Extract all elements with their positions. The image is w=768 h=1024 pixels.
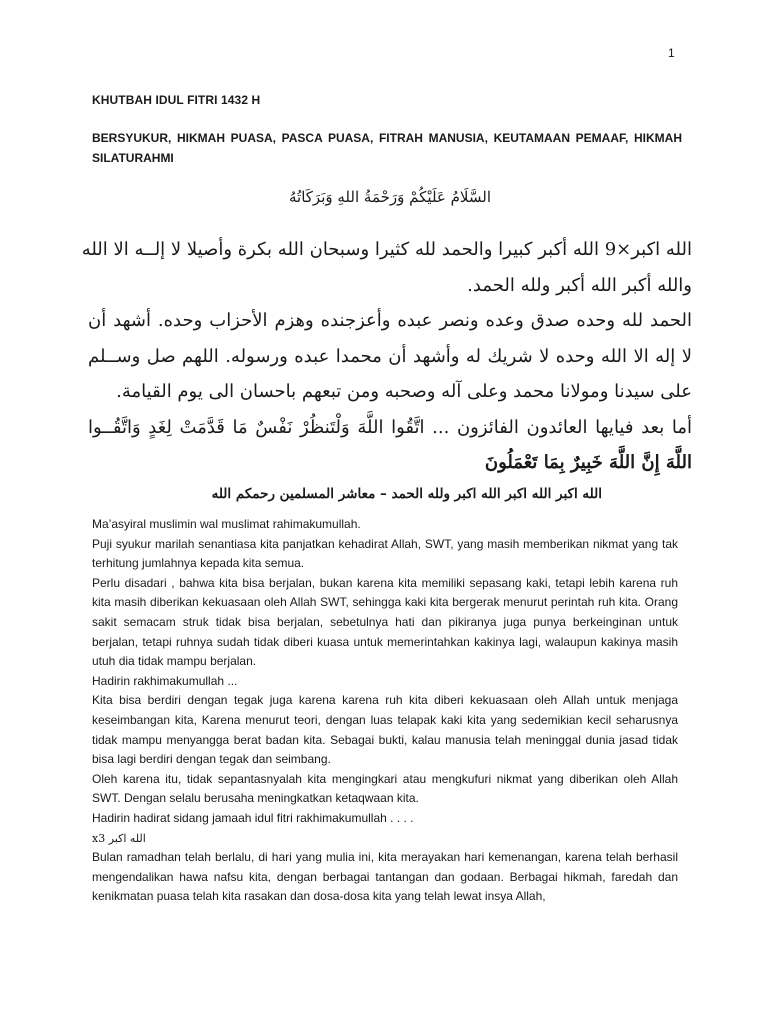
paragraph: Bulan ramadhan telah berlalu, di hari yang mulia ini, kita merayakan hari kemenangan, karena telah berhasil mengendalikan hawa nafsu kita, dengan berbagai tantangan dan godaan. Berbagai hikmah, faredah dan kenikmatan puasa telah kita rasakan dan dosa-dosa kita yang telah lewat insya Allah, <box>92 850 678 904</box>
takbir-x3-line: x3 الله اكبر <box>92 831 146 845</box>
arabic-line: اللَّهَ إِنَّ اللَّهَ خَبِيرٌ بِمَا تَعْمَلُونَ <box>484 452 692 473</box>
paragraph: Hadirin rakhimakumullah ... <box>92 673 238 688</box>
paragraph: Perlu disadari , bahwa kita bisa berjalan, bukan karena kita memiliki sepasang kaki, tetapi lebih karena ruh kita masih diberikan kekuasaan oleh Allah SWT, sehingga kaki kita bergerak menurut perintah ruh kita. Orang sakit semacam struk tidak bisa berjalan, sebetulnya hati dan pikiranya juga punya berkeinginan untuk berjalan, tetapi ruhnya sudah tidak diberi kuasa untuk memerintahkan kakinya lagi, walaupun kakinya masih utuh dia tidak mampu berjalan. <box>92 575 678 669</box>
sermon-body <box>92 515 678 907</box>
arabic-line: أما بعد فيايها العائدون الفائزون ... اتَّقُوا اللَّهَ وَلْتَنظُرْ نَفْسٌ مَا قَدَّمَتْ لِغَدٍ وَاتَّقُــوا <box>88 416 692 438</box>
document-subtitle: BERSYUKUR, HIKMAH PUASA, PASCA PUASA, FITRAH MANUSIA, KEUTAMAAN PEMAAF, HIKMAH SILATURAHMI <box>92 131 682 165</box>
arabic-line: لا إله الا الله وحده لا شريك له وأشهد أن محمدا عبده ورسوله. اللهم صل وســلم <box>88 345 692 367</box>
paragraph: Oleh karena itu, tidak sepantasnyalah kita mengingkari atau mengkufuri nikmat yang diberikan oleh Allah SWT. Dengan selalu berusaha meningkatkan ketaqwaan kita. <box>92 771 678 806</box>
paragraph: Ma’asyiral muslimin wal muslimat rahimakumullah. <box>92 517 361 531</box>
paragraph: Hadirin hadirat sidang jamaah idul fitri rakhimakumullah . . . . <box>92 810 414 825</box>
arabic-line: الله اكبر×9 الله أكبر كبيرا والحمد لله كثيرا وسبحان الله بكرة وأصيلا لا إلــه الا الله <box>81 239 692 260</box>
page-number: 1 <box>668 46 675 60</box>
salam-greeting: السَّلَامُ عَلَيْكُمْ وَرَحْمَةُ اللهِ وَبَرَكَاتُهُ <box>289 188 491 206</box>
arabic-line: الحمد لله وحده صدق وعده ونصر عبده وأعزجنده وهزم الأحزاب وحده. أشهد أن <box>88 310 692 331</box>
arabic-line: والله أكبر الله أكبر ولله الحمد. <box>467 274 692 296</box>
paragraph: Puji syukur marilah senantiasa kita panjatkan kehadirat Allah, SWT, yang masih memberikan nikmat yang tak terhitung jumlahnya kepada kita semua. <box>92 536 678 571</box>
paragraph: Kita bisa berdiri dengan tegak juga karena karena ruh kita diberi kekuasaan oleh Allah untuk menjaga keseimbangan kita, Karena menurut teori, dengan luas telapak kaki kita yang sedemikian kecil seharusnya tidak mampu menyangga berat badan kita. Sebagai bukti, kalau manusia telah meninggal dunia jasad tidak bisa lagi berdiri dengan tegak dan seimbang. <box>92 693 678 767</box>
arabic-takbir-line: الله اكبر الله اكبر الله اكبر ولله الحمد – معاشر المسلمين رحمكم الله <box>211 485 602 502</box>
document-title: KHUTBAH IDUL FITRI 1432 H <box>92 93 261 107</box>
arabic-line: على سيدنا ومولانا محمد وعلى آله وصحبه ومن تبعهم باحسان الى يوم القيامة. <box>116 381 692 402</box>
arabic-opening <box>81 232 692 507</box>
